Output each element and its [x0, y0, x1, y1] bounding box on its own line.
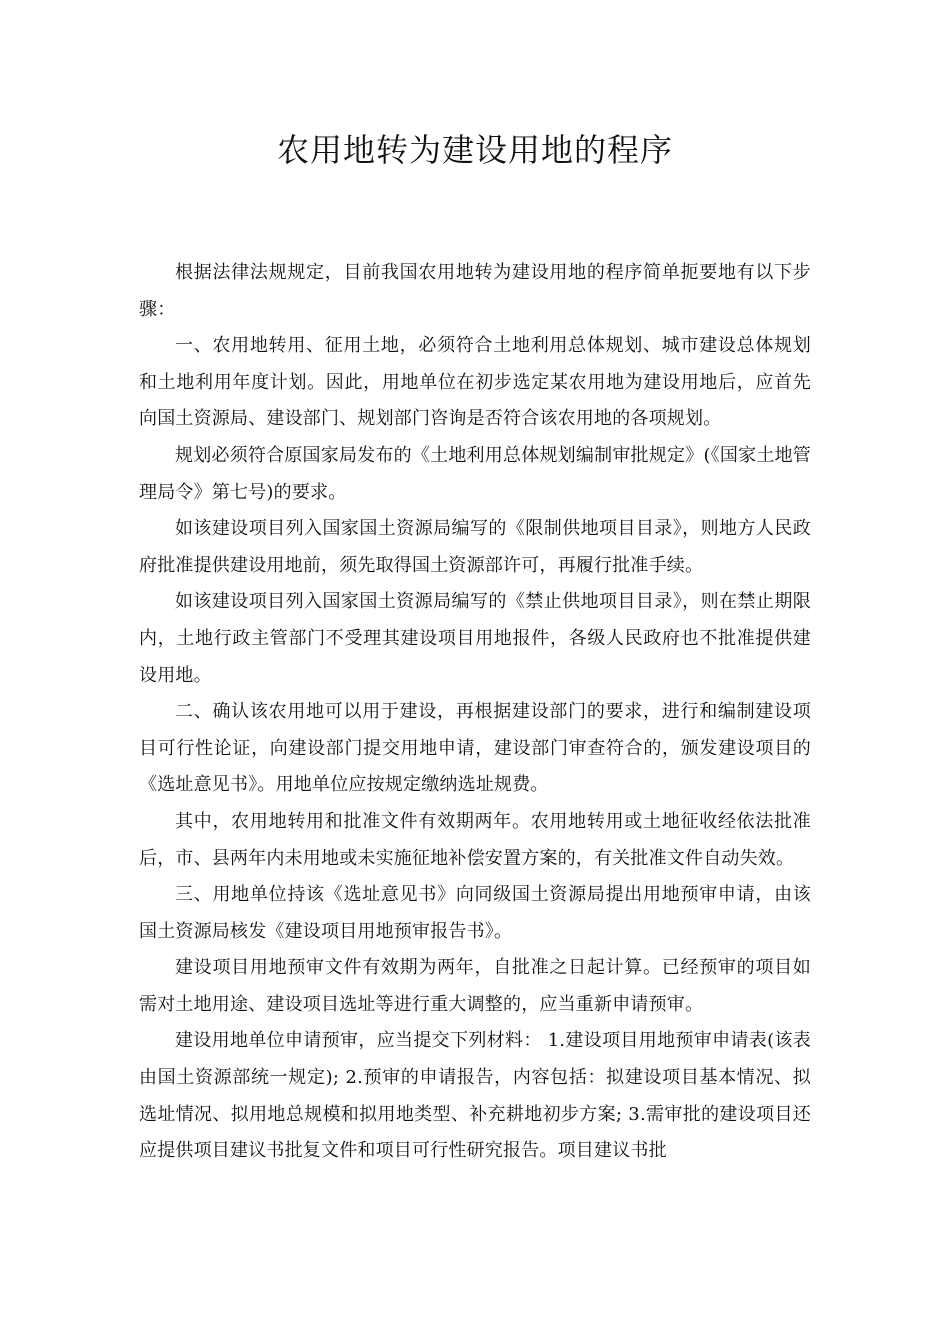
- document-title: 农用地转为建设用地的程序: [276, 131, 673, 169]
- document-body: [139, 255, 811, 1170]
- paragraph-step-2: 二、确认该农用地可以用于建设，再根据建设部门的要求，进行和编制建设项目可行性论证，向建设部门提交用地申请，建设部门审查符合的，颁发建设项目的《选址意见书》。用地单位应按规定缴纳选址规费。: [139, 701, 811, 796]
- paragraph-validity: 其中，农用地转用和批准文件有效期两年。农用地转用或土地征收经依法批准后，市、县两年内未用地或未实施征地补偿安置方案的，有关批准文件自动失效。: [139, 810, 811, 869]
- paragraph-intro: 根据法律法规规定，目前我国农用地转为建设用地的程序简单扼要地有以下步骤：: [139, 262, 811, 320]
- paragraph-materials: 建设用地单位申请预审，应当提交下列材料： 1.建设项目用地预审申请表(该表由国土资源部统一规定); 2.预审的申请报告，内容包括：拟建设项目基本情况、拟选址情况、拟用地总规模和拟用地类型、补充耕地初步方案; 3.需审批的建设项目还应提供项目建议书批复文件和项目可行性研究报告。项目建议书批: [139, 1030, 811, 1162]
- paragraph-preaudit-validity: 建设项目用地预审文件有效期为两年，自批准之日起计算。已经预审的项目如需对土地用途、建设项目选址等进行重大调整的，应当重新申请预审。: [139, 957, 811, 1015]
- paragraph-step-1: 一、农用地转用、征用土地，必须符合土地利用总体规划、城市建设总体规划和土地利用年度计划。因此，用地单位在初步选定某农用地为建设用地后，应首先向国土资源局、建设部门、规划部门咨询是否符合该农用地的各项规划。: [139, 335, 811, 430]
- paragraph-step-3: 三、用地单位持该《选址意见书》向同级国土资源局提出用地预审申请，由该国土资源局核发《建设项目用地预审报告书》。: [139, 884, 811, 942]
- paragraph-restricted-list: 如该建设项目列入国家国土资源局编写的《限制供地项目目录》，则地方人民政府批准提供建设用地前，须先取得国土资源部许可，再履行批准手续。: [139, 518, 811, 576]
- paragraph-prohibited-list: 如该建设项目列入国家国土资源局编写的《禁止供地项目目录》，则在禁止期限内，土地行政主管部门不受理其建设项目用地报件，各级人民政府也不批准提供建设用地。: [139, 591, 811, 686]
- paragraph-planning-requirement: 规划必须符合原国家局发布的《土地利用总体规划编制审批规定》(《国家土地管理局令》第七号)的要求。: [139, 444, 811, 503]
